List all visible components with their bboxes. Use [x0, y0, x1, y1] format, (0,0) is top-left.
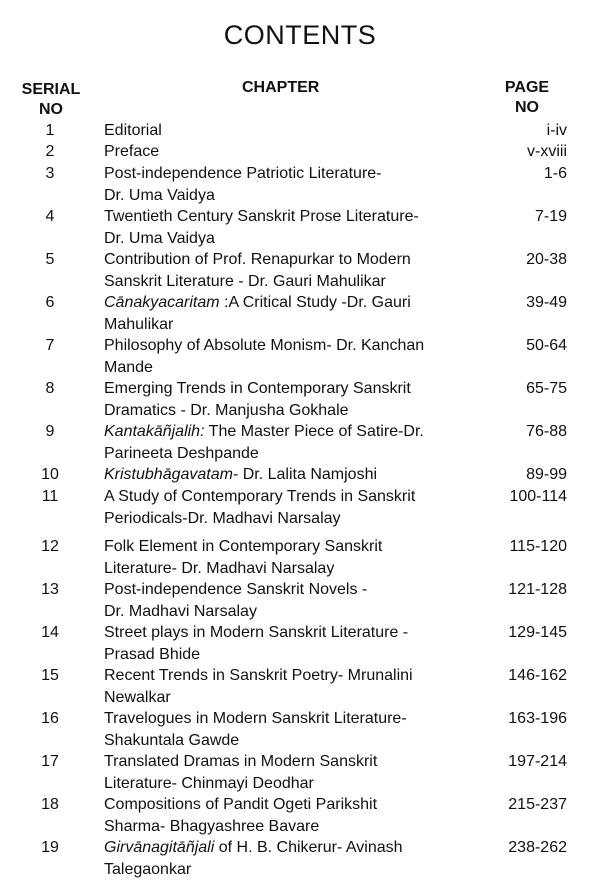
chapter-line: [104, 622, 474, 644]
page-range: 146-162: [508, 667, 567, 684]
serial-header-line-2: NO: [39, 101, 63, 118]
chapter-text: Mande: [104, 358, 153, 376]
chapter-text: Twentieth Century Sanskrit Prose Literature-: [104, 208, 419, 225]
page-header-line-1: PAGE: [504, 79, 550, 96]
chapter-text: Sharma- Bhagyashree Bavare: [104, 817, 320, 835]
chapter-text: Editorial: [104, 122, 162, 139]
serial-number: 16: [41, 710, 59, 727]
chapter-text: Travelogues in Modern Sanskrit Literature-: [104, 710, 407, 727]
serial-number: 14: [41, 624, 59, 641]
page-range: 1-6: [543, 165, 567, 182]
chapter-line: [104, 120, 474, 142]
chapter-title: [104, 622, 474, 665]
chapter-text: Talegaonkar: [104, 860, 192, 878]
serial-number: 18: [41, 796, 59, 813]
chapter-italic-title: Girvānagitāñjali: [104, 839, 215, 856]
chapter-title: [104, 206, 474, 249]
chapter-text: Preface: [104, 143, 160, 160]
chapter-italic-title: Kristubhāgavatam: [104, 466, 233, 483]
page-range: i-iv: [546, 122, 567, 139]
chapter-line: [104, 141, 474, 163]
page-range: 65-75: [526, 380, 567, 397]
chapter-line: [104, 335, 474, 357]
chapter-text: The Master Piece of Satire-Dr.: [204, 423, 424, 440]
chapter-italic-title: Kantakāñjalih:: [104, 423, 205, 440]
chapter-line: [104, 816, 474, 838]
chapter-text: :A Critical Study -Dr. Gauri: [219, 294, 411, 311]
chapter-line: [104, 378, 474, 400]
chapter-line: [104, 644, 474, 666]
chapter-title: [104, 486, 474, 529]
page-range: 100-114: [509, 488, 567, 505]
chapter-text: Mahulikar: [104, 315, 174, 333]
chapter-text: Dr. Uma Vaidya: [104, 229, 215, 247]
chapter-title: [104, 708, 474, 751]
chapter-line: [104, 508, 474, 530]
chapter-text: Folk Element in Contemporary Sanskrit: [104, 538, 383, 555]
chapter-text: Philosophy of Absolute Monism- Dr. Kanchan: [104, 337, 425, 354]
serial-number: 17: [41, 753, 59, 770]
page-range: 115-120: [509, 538, 567, 555]
chapter-line: [104, 558, 474, 580]
page-no-header: [496, 78, 558, 118]
page-range: 197-214: [508, 753, 567, 770]
chapter-text: Recent Trends in Sanskrit Poetry- Mrunalini: [104, 667, 413, 684]
chapter-title: [104, 794, 474, 837]
chapter-italic-title: Cānakyacaritam: [104, 294, 220, 311]
chapter-text: Emerging Trends in Contemporary Sanskrit: [104, 380, 411, 397]
serial-number: 1: [45, 122, 55, 139]
chapter-line: [104, 357, 474, 379]
chapter-header: CHAPTER: [242, 79, 320, 96]
chapter-text: - Dr. Lalita Namjoshi: [232, 466, 378, 483]
chapter-text: Dr. Uma Vaidya: [104, 186, 215, 204]
chapter-line: [104, 665, 474, 687]
chapter-title: [104, 837, 474, 880]
chapter-line: [104, 443, 474, 465]
chapter-text: Newalkar: [104, 688, 171, 706]
serial-number: 8: [45, 380, 55, 397]
serial-number: 6: [45, 294, 55, 311]
serial-number: 5: [45, 251, 55, 268]
chapter-line: [104, 859, 474, 881]
serial-number: 2: [45, 143, 55, 160]
chapter-title: [104, 120, 474, 142]
chapter-line: [104, 687, 474, 709]
chapter-line: [104, 708, 474, 730]
chapter-text: Literature- Chinmayi Deodhar: [104, 774, 314, 792]
chapter-text: Parineeta Deshpande: [104, 444, 259, 462]
page-range: 89-99: [526, 466, 567, 483]
chapter-line: [104, 601, 474, 623]
chapter-text: Sanskrit Literature - Dr. Gauri Mahulikar: [104, 272, 386, 290]
chapter-text: Post-independence Patriotic Literature-: [104, 165, 382, 182]
page-range: 39-49: [526, 294, 567, 311]
chapter-line: [104, 163, 474, 185]
chapter-text: Periodicals-Dr. Madhavi Narsalay: [104, 509, 341, 527]
chapter-text: Contribution of Prof. Renapurkar to Modern: [104, 251, 411, 268]
serial-number: 3: [45, 165, 55, 182]
page-range: 50-64: [526, 337, 567, 354]
chapter-line: [104, 486, 474, 508]
chapter-title: [104, 536, 474, 579]
chapter-text: Post-independence Sanskrit Novels -: [104, 581, 368, 598]
chapter-line: [104, 794, 474, 816]
serial-number: 7: [45, 337, 55, 354]
chapter-line: [104, 837, 474, 859]
page-range: 20-38: [526, 251, 567, 268]
page-header-line-2: NO: [515, 99, 539, 116]
chapter-line: [104, 773, 474, 795]
serial-number: 12: [41, 538, 59, 555]
chapter-line: [104, 421, 474, 443]
page-range: 76-88: [526, 423, 567, 440]
serial-number: 13: [41, 581, 59, 598]
chapter-line: [104, 751, 474, 773]
chapter-title: [104, 335, 474, 378]
page-range: 129-145: [508, 624, 567, 641]
chapter-title: [104, 249, 474, 292]
chapter-text: A Study of Contemporary Trends in Sanskrit: [104, 488, 416, 505]
chapter-text: Street plays in Modern Sanskrit Literature -: [104, 624, 409, 641]
chapter-line: [104, 730, 474, 752]
chapter-text: Literature- Dr. Madhavi Narsalay: [104, 559, 335, 577]
chapter-text: Compositions of Pandit Ogeti Parikshit: [104, 796, 378, 813]
page-range: 7-19: [534, 208, 567, 225]
chapter-line: [104, 579, 474, 601]
chapter-text: of H. B. Chikerur- Avinash: [214, 839, 403, 856]
chapter-line: [104, 228, 474, 250]
serial-number: 15: [41, 667, 59, 684]
chapter-line: [104, 536, 474, 558]
chapter-title: [104, 751, 474, 794]
chapter-title: [104, 464, 474, 486]
serial-number: 4: [45, 208, 55, 225]
chapter-line: [104, 464, 474, 486]
chapter-line: [104, 249, 474, 271]
chapter-title: [104, 163, 474, 206]
chapter-title: [104, 579, 474, 622]
serial-no-header: [15, 80, 87, 120]
page-range: 238-262: [508, 839, 567, 856]
serial-number: 9: [45, 423, 55, 440]
chapter-title: [104, 141, 474, 163]
chapter-text: Dramatics - Dr. Manjusha Gokhale: [104, 401, 349, 419]
contents-title: CONTENTS: [223, 20, 377, 50]
chapter-title: [104, 292, 474, 335]
page-range: 215-237: [508, 796, 567, 813]
page-range: 121-128: [508, 581, 567, 598]
chapter-line: [104, 271, 474, 293]
serial-number: 11: [41, 488, 59, 505]
chapter-line: [104, 400, 474, 422]
chapter-line: [104, 206, 474, 228]
chapter-text: Dr. Madhavi Narsalay: [104, 602, 257, 620]
chapter-line: [104, 292, 474, 314]
serial-number: 10: [41, 466, 59, 483]
chapter-line: [104, 185, 474, 207]
serial-number: 19: [41, 839, 59, 856]
serial-header-line-1: SERIAL: [21, 81, 81, 98]
chapter-text: Prasad Bhide: [104, 645, 201, 663]
page-range: 163-196: [508, 710, 567, 727]
page-range: v-xviii: [527, 143, 567, 160]
chapter-text: Shakuntala Gawde: [104, 731, 240, 749]
chapter-title: [104, 378, 474, 421]
chapter-line: [104, 314, 474, 336]
chapter-text: Translated Dramas in Modern Sanskrit: [104, 753, 378, 770]
chapter-title: [104, 665, 474, 708]
chapter-title: [104, 421, 474, 464]
